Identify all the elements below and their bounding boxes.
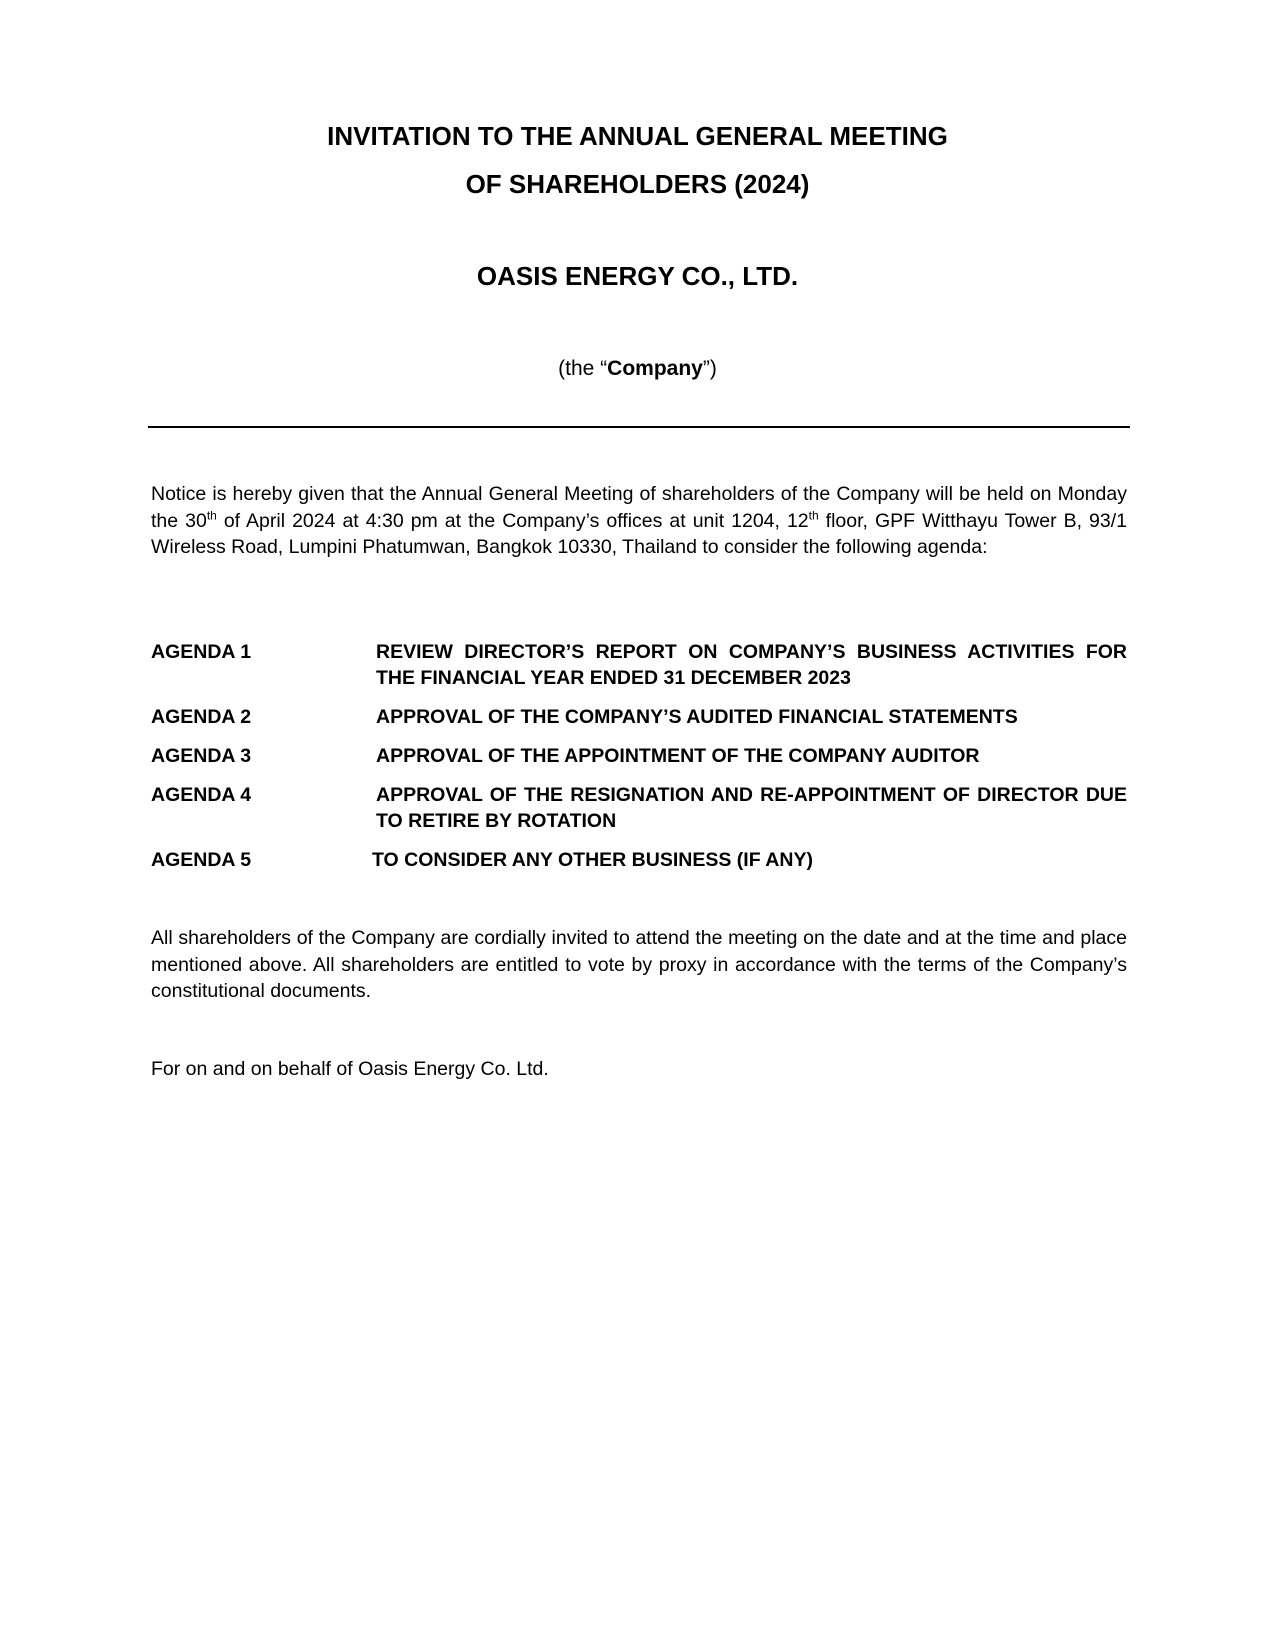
- notice-text-part-1: Notice is hereby given that the Annual General Meeting of shareholders of the Company will be held on Monday the 30: [151, 483, 1127, 532]
- on-behalf-line: For on and on behalf of Oasis Energy Co. Ltd.: [151, 1058, 549, 1080]
- agenda-label: AGENDA 1: [151, 641, 252, 663]
- agenda-label: AGENDA 2: [151, 706, 252, 728]
- agenda-label: AGENDA 3: [151, 745, 252, 767]
- document-title-line-1: INVITATION TO THE ANNUAL GENERAL MEETING: [327, 121, 948, 151]
- agenda-item-5: [151, 847, 1127, 873]
- notice-ordinal-suffix-1: th: [206, 508, 217, 522]
- defined-term-prefix: (the “: [558, 357, 608, 380]
- agenda-label: AGENDA 4: [151, 784, 252, 806]
- company-name: OASIS ENERGY CO., LTD.: [476, 261, 799, 291]
- agenda-description: REVIEW DIRECTOR’S REPORT ON COMPANY’S BUSINESS ACTIVITIES FOR THE FINANCIAL YEAR ENDED 31 DECEMBER 2023: [376, 641, 1127, 689]
- agenda-item-4: [151, 782, 1127, 834]
- agenda-description: APPROVAL OF THE RESIGNATION AND RE-APPOINTMENT OF DIRECTOR DUE TO RETIRE BY ROTATION: [376, 784, 1127, 832]
- company-defined-term: [0, 354, 1275, 384]
- agenda-label: AGENDA 5: [151, 849, 252, 871]
- agenda-description: APPROVAL OF THE COMPANY’S AUDITED FINANCIAL STATEMENTS: [376, 706, 1018, 728]
- agenda-description: APPROVAL OF THE APPOINTMENT OF THE COMPANY AUDITOR: [376, 745, 980, 767]
- notice-ordinal-suffix-2: th: [808, 508, 819, 522]
- defined-term-word: Company: [607, 357, 703, 380]
- notice-text-part-2: of April 2024 at 4:30 pm at the Company’s offices at unit 1204, 12: [216, 509, 809, 532]
- title-divider: [148, 426, 1130, 428]
- agenda-item-1: [151, 639, 1127, 691]
- meeting-notice-paragraph: [151, 481, 1127, 561]
- agenda-list: [151, 639, 1127, 886]
- defined-term-suffix: ”): [702, 357, 717, 380]
- invitation-paragraph: All shareholders of the Company are cordially invited to attend the meeting on the date and at the time and place mentioned above. All shareholders are entitled to vote by proxy in accordance with the terms of the Company’s constitutional documents.: [151, 927, 1127, 1002]
- notice-text-part-3: floor, GPF Witthayu Tower B, 93/1 Wireless Road, Lumpini Phatumwan, Bangkok 10330, Thailand to consider the following agenda:: [151, 509, 1128, 558]
- agenda-item-3: [151, 743, 1127, 769]
- agenda-description: TO CONSIDER ANY OTHER BUSINESS (IF ANY): [372, 849, 813, 871]
- document-title-line-2: OF SHAREHOLDERS (2024): [465, 169, 810, 199]
- agenda-item-2: [151, 704, 1127, 730]
